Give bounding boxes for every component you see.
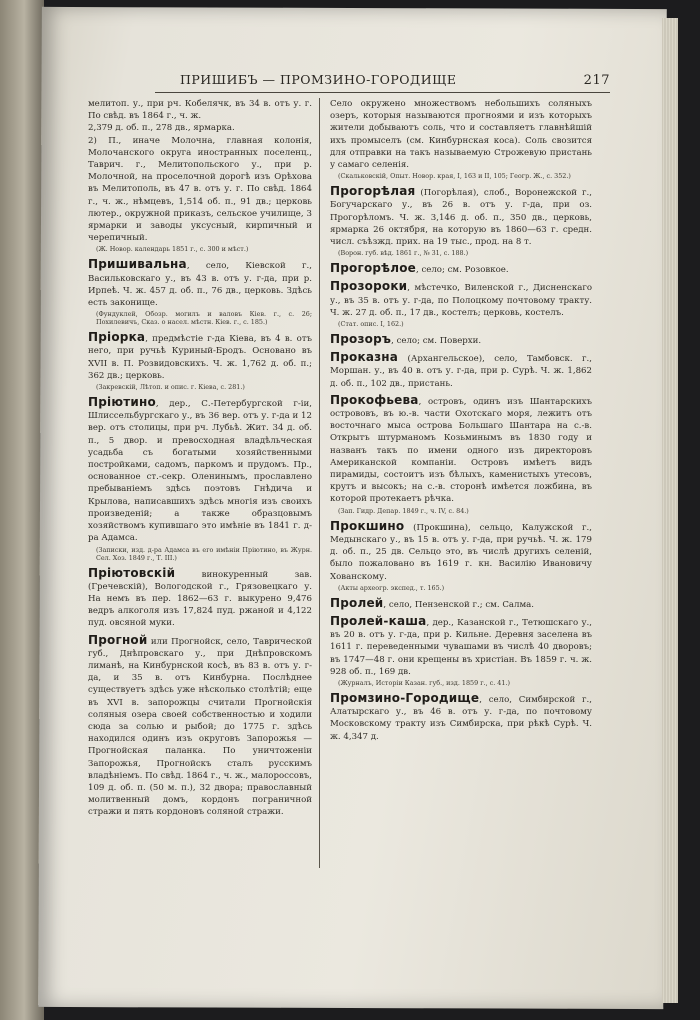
header-rule (155, 92, 610, 93)
source-citation: (Акты археогр. экспед., т. 165.) (338, 583, 445, 592)
entry-headword: Проказна (330, 350, 399, 365)
entry-headword: Прогной (88, 632, 148, 647)
entry-text: , село; см. Розовкое. (415, 265, 509, 276)
left-continuation (88, 98, 312, 253)
entry-text: (Прокшина), сельцо, Калужской г., Медынскаго у., въ 15 в. отъ у. г-да, при ручьѣ. Ч. ж. 179 д. об. п., 25 дв. Сельцо это, въ числѣ другихъ селеній, было пожаловано въ 1619 г. кн. Василію Ивановичу Хованскому. (330, 522, 592, 582)
entry-text: , село, Симбирской г., Алатырскаго у., въ 46 в. отъ у. г-да, по почтовому Московскому тракту изъ Симбирска, при рѣкѣ Сурѣ. Ч. ж. 4,347 д. (330, 694, 592, 742)
source-citation: (Фундуклей, Обозр. могилъ и валовъ Кіев. г., с. 26; Похилевичъ, Сказ. о насел. мѣстн. Кіев. г., с. 185.) (96, 310, 312, 327)
entry-text: или Прогнойск, село, Таврической губ., Днѣпровскаго у., при Днѣпровскомъ лиманѣ, на Кинбурнской косѣ, въ 83 в. отъ у. г-да, и 35 в. отъ Кинбурна. Послѣднее существуетъ здѣсь уже нѣсколько столѣтій; еще въ XVI в. запорожцы считали Прогнойскія соляныя озера своей собственностью и ходили сюда за солью и рыбой; до 1775 г. здѣсь находился одинъ изъ округовъ Запорожья — Прогнойская паланка. По уничтоженіи Запорожья, Прогнойскъ сталъ русскимъ владѣніемъ. По свѣд. 1864 г., ч. ж., малороссовъ, 109 д. об. п. (50 м. п.), 32 двора; православный молитвенный домъ, кордонъ пограничной стражи и пять кордоновъ соляной стражи. (88, 636, 312, 818)
right-column (330, 98, 592, 747)
source-citation: (Зап. Гидр. Депар. 1849 г., ч. IV, с. 84.) (338, 506, 469, 515)
source-citation: (Ворон. губ. вѣд. 1861 г., № 31, с. 188.) (338, 249, 469, 258)
entry-text: , село, Пензенской г.; см. Салма. (383, 599, 535, 610)
entry-text: , мѣстечко, Виленской г., Дисненскаго у., въ 35 в. отъ у. г-да, по Полоцкому почтовому тракту. Ч. ж. 27 д. об. п., 17 дв., костелъ; церковь, костелъ. (330, 283, 592, 318)
page-number: 217 (583, 73, 610, 88)
dictionary-entry (330, 520, 592, 592)
left-page-edge (0, 0, 44, 1020)
entry-text: , село, Кіевской г., Васильковскаго у., въ 43 в. отъ у. г-да, при р. Ирпеѣ. Ч. ж. 457 д. об. п., 76 дв., церковь. Здѣсь есть законище. (88, 261, 312, 309)
continuation-paragraph: Село окружено множествомъ небольшихъ соляныхъ озеръ, которыя называются прогноями и изъ которыхъ жители добываютъ соль, что и составляетъ главнѣйшій ихъ промыселъ (см. Кинбурнская коса). Соль свозится для отправки на такъ называемую Строжевую пристань у самаго селенія. (330, 99, 592, 171)
source-citation: (Ж. Новор. календарь 1851 г., с. 300 и мѣст.) (96, 245, 249, 254)
dictionary-entry (88, 567, 312, 630)
entry-headword: Пролей-каша (330, 613, 427, 628)
entry-text: (Погорѣлая), слоб., Воронежской г., Богучарскаго у., въ 26 в. отъ у. г-да, при оз. Прогорѣломъ. Ч. ж. 3,146 д. об. п., 350 дв., церковь, ярмарка 26 октября, на которую въ 1860—63 г. средн. числ. съѣзжд. прих. на 19 тыс., прод. на 8 т. (330, 188, 592, 248)
entry-headword: Пріорка (88, 330, 146, 345)
continuation-line: 2,379 д. об. п., 278 дв., ярмарка. (88, 123, 235, 134)
left-column (88, 98, 312, 823)
column-divider (319, 98, 320, 868)
running-head (150, 72, 610, 88)
entry-headword: Пріютино (88, 395, 156, 410)
dictionary-entry (88, 331, 312, 391)
entry-text: , дер., С.-Петербургской г-іи, Шлиссельбургскаго у., въ 36 вер. отъ у. г-да и 12 вер. отъ столицы, при рч. Лубьѣ. Жит. 34 д. об. п., 5 двор. и превосходная владѣльческая усадьба съ богатыми хозяйственными постройками, садомъ, паркомъ и прудомъ. Пр., основанное ст.-секр. Оленинымъ, прославлено пребываніемъ здѣсь поэтовъ Гнѣдича и Крылова, написавшихъ здѣсь многія изъ своихъ произведеній; а также образцовымъ хозяйствомъ купившаго это имѣніе въ 1841 г. д-ра Адамса. (88, 399, 312, 544)
entry-headword: Промзино-Городище (330, 690, 480, 705)
entry-headword: Прогорѣлое (330, 261, 416, 276)
running-head-title: ПРИШИБЪ — ПРОМЗИНО-ГОРОДИЩЕ (180, 72, 457, 87)
page-stack-edge (662, 18, 678, 1003)
right-continuation (330, 98, 592, 180)
source-citation: (Стат. опис. I, 162.) (338, 320, 404, 329)
dictionary-entry (330, 597, 592, 611)
entry-headword: Прогорѣлая (330, 184, 416, 199)
source-citation: (Скальковскій, Опыт. Новор. края, I, 163 и II, 105; Геогр. Ж., с. 352.) (338, 172, 571, 181)
entry-text: , островъ, одинъ изъ Шантарскихъ острововъ, въ ю.-в. части Охотскаго моря, лежитъ отъ восточнаго мыса острова Большаго Шантара на с.-в. Открытъ штурманомъ Козьминымъ въ 1830 году и названъ такъ по имени одного изъ директоровъ Американской компаніи. Островъ имѣетъ видъ пирамиды, состоитъ изъ бѣлыхъ, каменистыхъ утесовъ, крутъ и высокъ; на с.-в. сторонѣ имѣется ложбина, въ которой протекаетъ рѣчка. (330, 396, 592, 505)
entry-headword: Пришивальна (88, 257, 187, 272)
entry-text: , село; см. Поверхи. (391, 336, 482, 347)
dictionary-entry (88, 634, 312, 819)
dictionary-entry (330, 280, 592, 328)
dictionary-entry (330, 333, 592, 347)
entry-text: (Архангельское), село, Тамбовск. г., Моршан. у., въ 40 в. отъ у. г-да, при р. Сурѣ. Ч. ж. 1,862 д. об. п., 102 дв., пристань. (330, 354, 592, 389)
dictionary-entry (88, 396, 312, 561)
continuation-paragraph: 2) П., иначе Молочна, главная колонія, Молочанского округа иностранных поселенц., Таврич. г., Мелитопольского у., при р. Молочной, на проселочной дорогѣ изъ Орѣхова въ Мелитополь, въ 47 в. отъ у. г. По свѣд. 1864 г., ч. ж., нѣмцевъ, 1,514 об. п., 91 дв.; церковь лютер., окружной приказъ, сельское училище, 3 ярмарки и заводы уксусный, кирпичный и черепичный. (88, 135, 312, 244)
dictionary-entry (330, 351, 592, 390)
dictionary-entry (330, 615, 592, 687)
entry-headword: Прокшино (330, 518, 405, 533)
dictionary-entry (330, 262, 592, 276)
dictionary-entry (88, 258, 312, 326)
entry-text: , предмѣстіе г-да Кіева, въ 4 в. отъ него, при ручьѣ Куриный-Бродъ. Основано въ XVII в. П. Розвидовскихъ. Ч. ж. 1,762 д. об. п.; 362 дв.; церковь. (88, 334, 312, 381)
entry-headword: Пріютовскій (88, 565, 176, 580)
continuation-line: мелитоп. у., при рч. Кобелячк, въ 34 в. отъ у. г. По свѣд. въ 1864 г., ч. ж. (88, 99, 312, 122)
dictionary-entry (330, 394, 592, 515)
dictionary-entry (330, 185, 592, 257)
source-citation: (Журналъ, Исторіи Казан. губ., изд. 1859 г., с. 41.) (338, 678, 510, 687)
right-entries (330, 185, 592, 743)
source-citation: (Закревскій, Лѣтоп. и опис. г. Кіева, с. 281.) (96, 383, 245, 392)
entry-headword: Прозоръ (330, 332, 392, 347)
left-entries (88, 258, 312, 818)
entry-headword: Пролей (330, 595, 384, 610)
entry-headword: Прокофьева (330, 392, 419, 407)
source-citation: (Записки, изд. д-ра Адамса въ его имѣніи Пріютино, въ Журн. Сел. Хоз. 1849 г., Т. III.) (96, 545, 312, 562)
entry-headword: Прозороки (330, 279, 408, 294)
entry-text: , дер., Казанской г., Тетюшскаго у., въ 20 в. отъ у. г-да, при р. Кильне. Деревня заселена въ 1611 г. переведенными чувашами въ числѣ 40 дворовъ; въ 1747—48 г. они крещены въ христіан. Въ 1859 г. ч. ж. 928 об. п., 169 дв. (330, 617, 592, 677)
dictionary-entry (330, 692, 592, 743)
entry-text: винокуренный зав. (Гречевскій), Вологодской г., Грязовецкаго у. На немъ въ пер. 1862—63 г. выкурено 9,476 ведръ алкоголя изъ 17,824 пуд. ржаной и 4,122 пуд. овсяной муки. (88, 569, 312, 629)
